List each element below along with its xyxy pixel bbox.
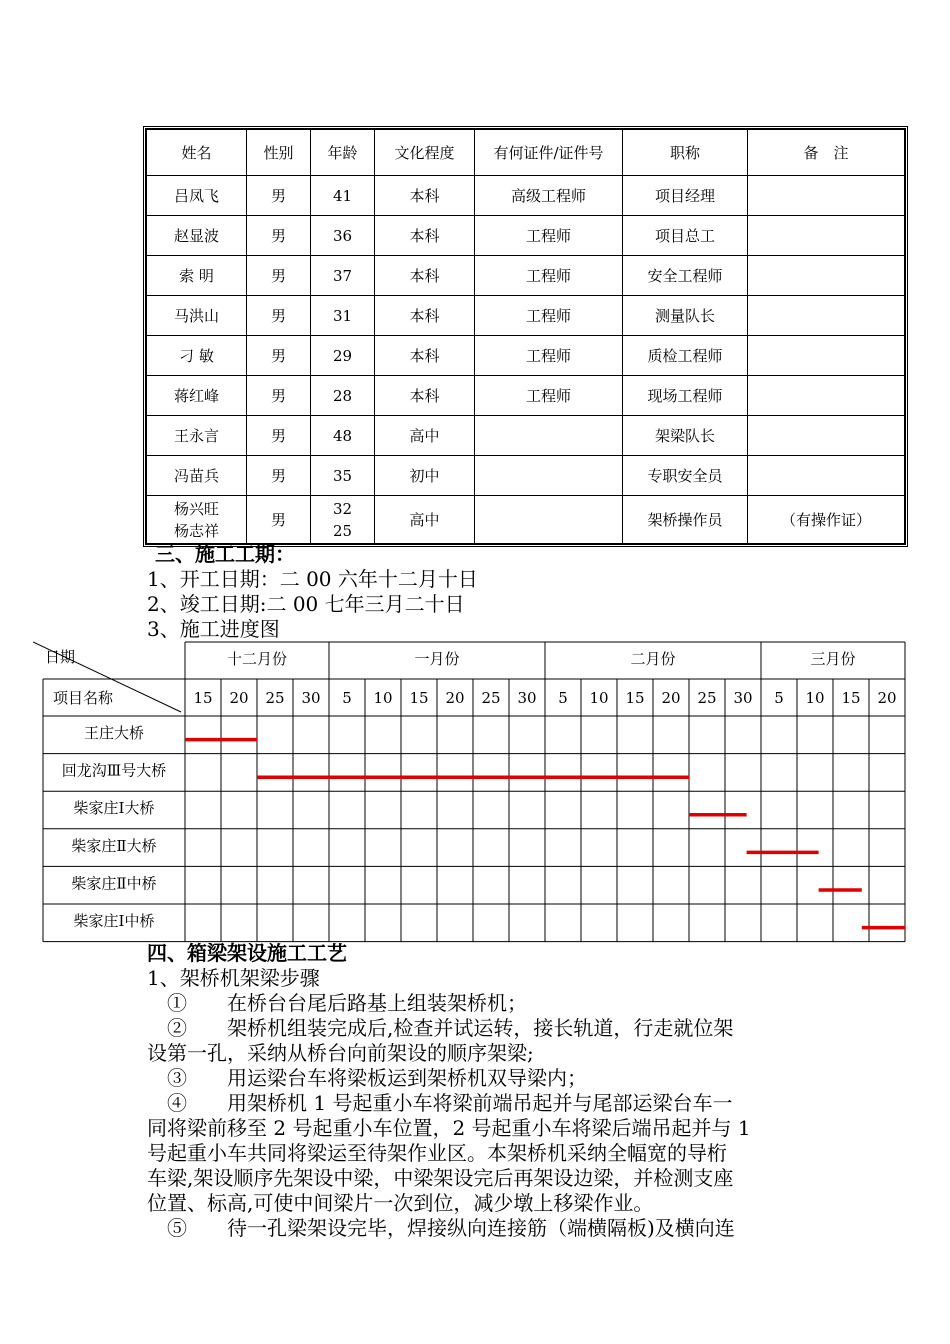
cell-note: （有操作证） [748,496,905,544]
cell-name: 蒋红峰 [147,376,247,416]
cell-education: 本科 [375,296,475,336]
section4-subheading: 1、架桥机架梁步骤 [147,966,320,990]
cell-title: 质检工程师 [623,336,748,376]
cell-certificate: 工程师 [475,336,623,376]
cell-note [748,376,905,416]
paragraph-line: ③ 用运梁台车将梁板运到架桥机双导梁内； [147,1066,587,1090]
staff-header-row [147,130,905,176]
cell-name: 马洪山 [147,296,247,336]
cell-education: 本科 [375,256,475,296]
cell-education: 本科 [375,176,475,216]
staff-row [147,416,905,456]
paragraph-line: ⑤ 待一孔梁架设完毕，焊接纵向连接筋（端横隔板)及横向连 [147,1216,735,1240]
paragraph-line: ① 在桥台台尾后路基上组装架桥机； [147,991,527,1015]
staff-row [147,296,905,336]
paragraph-line: 设第一孔，采纳从桥台向前架设的顺序架梁; [147,1041,534,1065]
section3-heading: 三、施工工期： [155,542,295,566]
cell-gender: 男 [247,336,311,376]
start-date-line: 1、开工日期：二 00 六年十二月十日 [147,567,478,591]
cell-certificate [475,496,623,544]
task-name: 柴家庄Ⅰ大桥 [73,799,155,818]
cell-education: 高中 [375,416,475,456]
section4-heading: 四、箱梁架设施工工艺 [147,941,347,965]
day-label: 10 [805,689,825,707]
task-name: 柴家庄Ⅱ大桥 [71,836,157,855]
month-label: 一月份 [414,650,460,668]
cell-gender: 男 [247,376,311,416]
staff-row-operators [147,496,905,544]
cell-education: 本科 [375,336,475,376]
paragraph-line: 号起重小车共同将梁运至待架作业区。本架桥机采纳全幅宽的导桁 [147,1141,727,1165]
day-label: 20 [229,689,249,707]
staff-row [147,456,905,496]
day-label: 30 [733,689,753,707]
header-note: 备 注 [748,130,905,176]
cell-certificate: 工程师 [475,216,623,256]
day-label: 20 [445,689,465,707]
month-label: 二月份 [630,650,676,668]
cell-ages [311,496,375,544]
cell-title: 安全工程师 [623,256,748,296]
cell-note [748,456,905,496]
day-label: 15 [625,689,645,707]
task-name: 柴家庄Ⅰ中桥 [73,912,155,930]
cell-note [748,336,905,376]
day-label: 20 [877,689,897,707]
paragraph-line: 车梁,架设顺序先架设中梁，中梁架设完后再架设边梁，并检测支座 [147,1166,734,1190]
day-label: 10 [589,689,609,707]
cell-certificate: 工程师 [475,256,623,296]
cell-certificate [475,416,623,456]
cell-note [748,176,905,216]
progress-gantt-chart [33,640,913,945]
cell-name: 冯苗兵 [147,456,247,496]
cell-certificate: 工程师 [475,296,623,336]
cell-age: 28 [311,376,375,416]
cell-certificate: 高级工程师 [475,176,623,216]
cell-education: 本科 [375,216,475,256]
cell-title: 测量队长 [623,296,748,336]
staff-table [143,126,908,547]
cell-name-2: 杨志祥 [173,521,219,540]
day-label: 5 [774,689,784,707]
cell-gender: 男 [247,216,311,256]
cell-title: 架桥操作员 [623,496,748,544]
cell-name: 索 明 [147,256,247,296]
cell-gender: 男 [247,176,311,216]
cell-name: 刁 敏 [147,336,247,376]
cell-title: 项目经理 [623,176,748,216]
day-label: 25 [265,689,285,707]
cell-note [748,216,905,256]
cell-note [748,416,905,456]
staff-row [147,376,905,416]
end-date-line: 2、竣工日期:二 00 七年三月二十日 [147,592,465,616]
cell-title: 架梁队长 [623,416,748,456]
day-label: 5 [342,689,352,707]
cell-title: 专职安全员 [623,456,748,496]
cell-age: 48 [311,416,375,456]
cell-education: 本科 [375,376,475,416]
cell-gender: 男 [247,496,311,544]
day-label: 25 [697,689,717,707]
cell-title: 现场工程师 [623,376,748,416]
day-label: 5 [558,689,568,707]
cell-age: 37 [311,256,375,296]
cell-age: 35 [311,456,375,496]
corner-project-label: 项目名称 [53,689,114,707]
month-label: 三月份 [810,650,856,668]
cell-name: 王永言 [147,416,247,456]
cell-note [748,256,905,296]
cell-name-1: 杨兴旺 [173,499,219,518]
task-name: 回龙沟Ⅲ号大桥 [61,761,167,780]
staff-row [147,216,905,256]
day-label: 30 [517,689,537,707]
cell-note [748,296,905,336]
header-name: 姓名 [147,130,247,176]
day-label: 15 [841,689,861,707]
cell-gender: 男 [247,456,311,496]
paragraph-line: ④ 用架桥机 1 号起重小车将梁前端吊起并与尾部运梁台车一 [147,1091,733,1115]
cell-name: 赵显波 [147,216,247,256]
day-label: 30 [301,689,321,707]
header-education: 文化程度 [375,130,475,176]
header-title: 职称 [623,130,748,176]
cell-name: 吕凤飞 [147,176,247,216]
day-label: 15 [409,689,429,707]
cell-age-1: 32 [332,499,353,518]
cell-certificate: 工程师 [475,376,623,416]
paragraph-line: 位置、标高,可使中间梁片一次到位，减少墩上移梁作业。 [147,1191,654,1215]
cell-gender: 男 [247,416,311,456]
staff-row [147,176,905,216]
staff-row [147,256,905,296]
day-label: 10 [373,689,393,707]
cell-education: 高中 [375,496,475,544]
day-label: 20 [661,689,681,707]
task-name: 王庄大桥 [83,724,145,742]
cell-education: 初中 [375,456,475,496]
day-label: 25 [481,689,501,707]
cell-names [147,496,247,544]
task-name: 柴家庄Ⅱ中桥 [71,874,157,893]
paragraph-line: ② 架桥机组装完成后,检查并试运转，接长轨道，行走就位架 [147,1016,734,1040]
paragraph-line: 同将梁前移至 2 号起重小车位置，2 号起重小车将梁后端吊起并与 1 [147,1116,751,1140]
cell-age: 41 [311,176,375,216]
day-label: 15 [193,689,213,707]
cell-title: 项目总工 [623,216,748,256]
cell-age: 29 [311,336,375,376]
cell-certificate [475,456,623,496]
header-gender: 性别 [247,130,311,176]
cell-age-2: 25 [332,521,353,540]
staff-row [147,336,905,376]
progress-chart-title: 3、施工进度图 [147,617,280,641]
cell-gender: 男 [247,256,311,296]
month-label: 十二月份 [226,650,288,668]
cell-gender: 男 [247,296,311,336]
cell-age: 31 [311,296,375,336]
header-certificate: 有何证件/证件号 [475,130,623,176]
corner-date-label: 日期 [45,648,76,666]
header-age: 年龄 [311,130,375,176]
cell-age: 36 [311,216,375,256]
